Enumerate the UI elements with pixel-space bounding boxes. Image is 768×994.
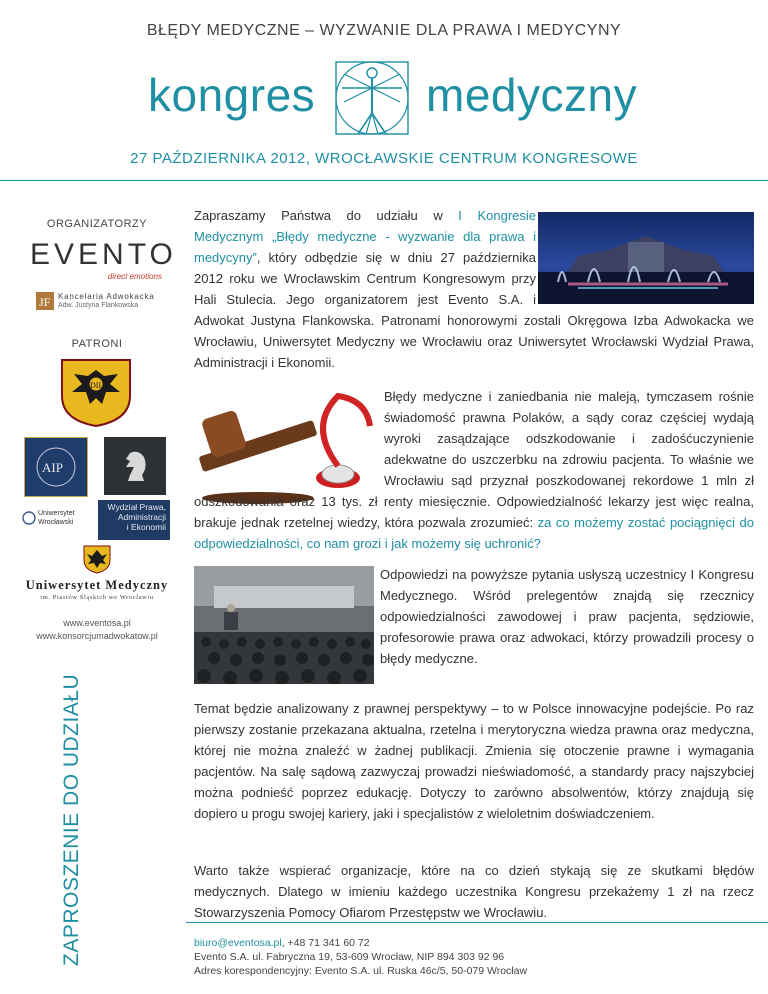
footer-address: Evento S.A. ul. Fabryczna 19, 53-609 Wrocław, NIP 894 303 92 96 (194, 951, 505, 963)
wydzial-line2: Administracji (117, 512, 166, 522)
evento-tagline: direct emotions (107, 272, 162, 281)
topic-paragraph: Temat będzie analizowany z prawnej perspektywy – to w Polsce innowacyjne podejście. Po raz pierwszy zostanie przekazana aktualna, rzetelna i merytoryczna wiedza prawna oraz medyczna, której nie można znaleźć w żadnej publikacji. Zmienia się otoczenie prawne i wymagania pacjentów. Na salę sądową zazwyczaj prowadzi nieświadomość, a standardy pracy najszybciej można podnieść poprzez edukację. Dotyczy to zarówno absolwentów, którzy znajdują się dopiero u progu swojej kariery, jaki i specjalistów z wieloletnim doświadczeniem. (194, 701, 754, 821)
link-eventosa[interactable]: www.eventosa.pl (63, 618, 131, 628)
evento-logo-text: EVENTO (30, 238, 177, 271)
kancelaria-line1: Kancelaria Adwokacka (58, 292, 155, 301)
kancelaria-monogram-icon (36, 292, 56, 310)
knight-chess-piece-icon (104, 437, 166, 495)
intro-invite-text: Zapraszamy Państwa do udziału w (194, 208, 459, 223)
header-divider (0, 180, 768, 181)
patrons-heading: PATRONI (71, 338, 123, 350)
event-date-venue: 27 PAŹDZIERNIKA 2012, WROCŁAWSKIE CENTRUM KONGRESOWE (130, 150, 638, 167)
invitation-vertical-title: ZAPROSZENIE DO UDZIAŁU (60, 673, 83, 966)
conference-hall-photo (194, 566, 374, 684)
brand-kongres: kongres (148, 69, 316, 121)
uniwersytet-wroclawski-text: Uniwersytet Wrocławski (38, 510, 75, 526)
malpractice-text: Błędy medyczne i zaniedbania nie maleją, tymczasem rośnie świadomość prawna Polaków, a sądy coraz częściej wydają wyroki zasądzające odszkodowanie i zadośćuczynienie adekwatne do uszczerbku na zdrowiu pacjenta. To właśnie we Wrocławiu sąd przyznał poszkodowanej rekordowe 1 mln zł odszkodowania oraz 13 tys. zł renty miesięcznie. Odpowiedzialność lekarzy jest więc realna, brakuje jednak rzetelnej wiedzy, która pozwala zrozumieć: (194, 389, 754, 530)
wydzial-prawa-logo (98, 500, 170, 540)
kancelaria-logo (36, 292, 176, 314)
footer-contact (194, 936, 527, 978)
um-subname: im. Piastów Śląskich we Wrocławiu (40, 594, 154, 601)
brand-medyczny: medyczny (426, 69, 638, 121)
kancelaria-line2: Adw. Justyna Flankowska (58, 302, 139, 309)
footer-divider (186, 922, 768, 923)
svg-text:AIP: AIP (42, 460, 63, 475)
footer-line1 (194, 936, 527, 950)
header-title: BŁĘDY MEDYCZNE – WYZWANIE DLA PRAWA I MEDYCYNY (146, 22, 622, 39)
malpractice-question: za co możemy zostać pociągnięci do odpowiedzialności, co nam grozi i jak możemy się uchronić? (194, 515, 754, 551)
svg-text:DIL: DIL (90, 381, 104, 390)
izba-adwokacka-logo (24, 437, 88, 497)
footer-email[interactable]: biuro@eventosa.pl (194, 937, 282, 949)
charity-paragraph: Warto także wspierać organizacje, które na co dzień stykają się ze skutkami błędów medycznych. Dlatego w imieniu każdego uczestnika Kongresu przekażemy 1 zł na rzecz Stowarzyszenia Pomocy Ofiarom Przestępstw we Wrocławiu. (194, 863, 754, 920)
answers-flow (380, 564, 754, 669)
svg-text:JF: JF (39, 295, 51, 309)
intro-details-text: , który odbędzie się w dniu 27 października 2012 roku we Wrocławskim Centrum Kongresowym przy Hali Stulecia. Jego organizatorem jest Evento S.A. i Adwokat Justyna Flankowska. Patronami honorowymi zostali Okręgowa Izba Adwokacka we Wrocławiu, Uniwersytet Medyczny we Wrocławiu oraz Uniwersytet Wrocławski Wydział Prawa, Administracji i Ekonomii. (194, 250, 754, 370)
wroclaw-bar-coat-of-arms-icon (60, 358, 132, 428)
link-konsorcjum[interactable]: www.konsorcjumadwokatow.pl (36, 631, 158, 641)
malpractice-flow (194, 386, 754, 566)
uniwersytet-wroclawski-logo (22, 507, 92, 529)
footer-phone: , +48 71 341 60 72 (281, 937, 370, 949)
evento-logo (30, 238, 177, 282)
organizers-heading: ORGANIZATORZY (46, 218, 148, 230)
um-crest-icon (82, 544, 112, 574)
uw-crest-icon (22, 509, 36, 527)
answers-paragraph: Odpowiedzi na powyższe pytania usłyszą uczestnicy I Kongresu Medycznego. Wśród prelegentów znajdą się rzecznicy odpowiedzialności zawodowej i praw pacjenta, sędziowie, profesorowie prawa oraz adwokaci, którzy prowadzili procesy o błędy medyczne. (380, 567, 754, 666)
izba-adwokacka-seal-icon (25, 438, 87, 496)
vitruvian-logo-icon (330, 58, 414, 138)
wydzial-line3: i Ekonomii (126, 522, 166, 532)
intro-congress-title: I Kongresie Medycznym „Błędy medyczne - wyzwanie dla prawa i medycyny” (194, 208, 537, 265)
footer-correspondence: Adres korespondencyjny: Evento S.A. ul. Ruska 46c/5, 50-079 Wrocław (194, 965, 528, 977)
wydzial-line1: Wydział Prawa, (107, 502, 166, 512)
um-name: Uniwersytet Medyczny (25, 578, 169, 592)
konsorcjum-adwokatow-logo (104, 437, 166, 495)
intro-flow (194, 205, 754, 370)
